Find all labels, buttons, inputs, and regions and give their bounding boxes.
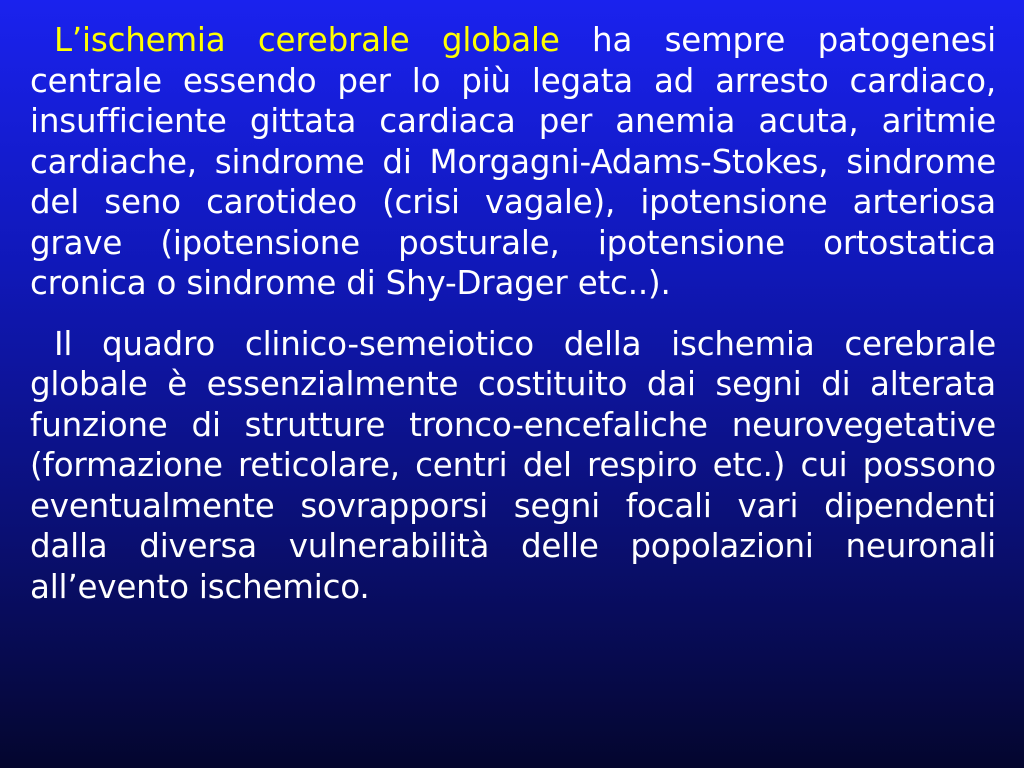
highlighted-term: L’ischemia cerebrale globale <box>54 21 560 59</box>
paragraph-clinical-text: Il quadro clinico-semeiotico della ischemia cerebrale globale è essenzialmente costituito dai segni di alterata funzione di strutture tronco-encefaliche neurovegetative (formazione reticolare, centri del respiro etc.) cui possono eventualmente sovrapporsi segni focali vari dipendenti dalla diversa vulnerabilità delle popolazioni neuronali all’evento ischemico. <box>30 324 996 606</box>
slide-body <box>30 20 996 750</box>
paragraph-etiology-text: ha sempre patogenesi centrale essendo per lo più legata ad arresto cardiaco, insufficiente gittata cardiaca per anemia acuta, aritmie cardiache, sindrome di Morgagni-Adams-Stokes, sindrome del seno carotideo (crisi vagale), ipotensione arteriosa grave (ipotensione posturale, ipotensione ortostatica cronica o sindrome di Shy-Drager etc..). <box>30 21 996 302</box>
paragraph-clinical <box>30 324 996 608</box>
paragraph-etiology <box>30 20 996 304</box>
